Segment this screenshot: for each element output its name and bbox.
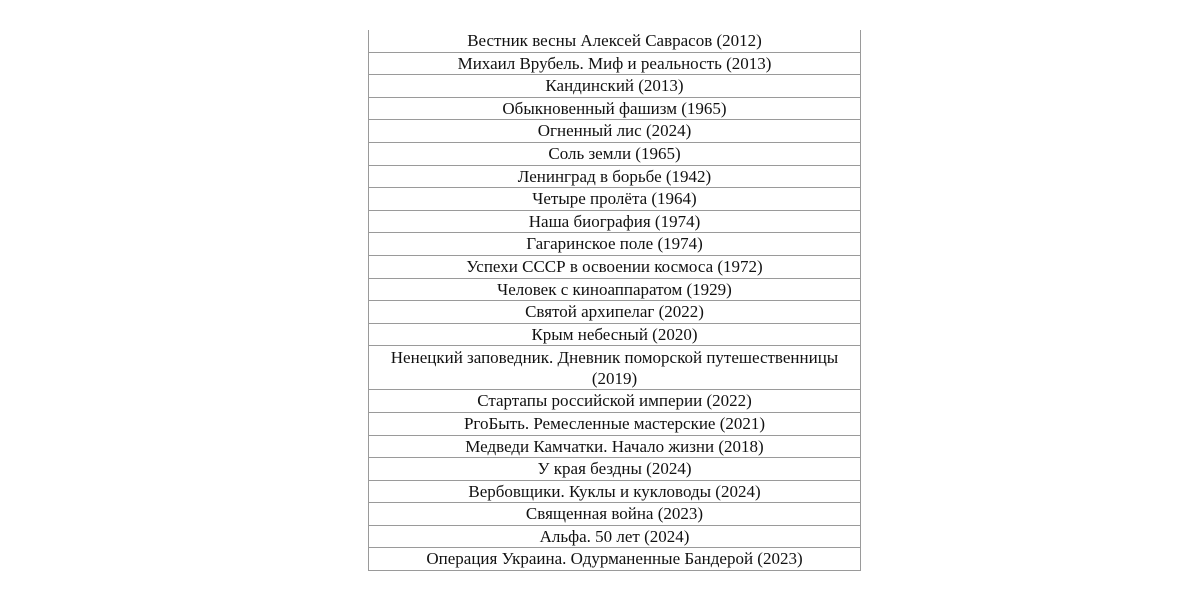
table-cell: Четыре пролёта (1964) — [369, 188, 861, 211]
table-row — [369, 480, 861, 503]
table-row — [369, 278, 861, 301]
table-cell: Гагаринское поле (1974) — [369, 233, 861, 256]
film-list-table — [368, 30, 861, 571]
table-row — [369, 525, 861, 548]
table-cell: Альфа. 50 лет (2024) — [369, 525, 861, 548]
table-cell: Наша биография (1974) — [369, 210, 861, 233]
table-row — [369, 120, 861, 143]
table-cell: Стартапы российской империи (2022) — [369, 390, 861, 413]
table-cell: Операция Украина. Одурманенные Бандерой (2023) — [369, 548, 861, 571]
table-row — [369, 97, 861, 120]
table-row — [369, 458, 861, 481]
table-row — [369, 188, 861, 211]
table-cell: У края бездны (2024) — [369, 458, 861, 481]
table-cell: Вестник весны Алексей Саврасов (2012) — [369, 30, 861, 52]
table-row — [369, 165, 861, 188]
table-row — [369, 435, 861, 458]
table-row — [369, 346, 861, 390]
table-cell: Ненецкий заповедник. Дневник поморской путешественницы (2019) — [369, 346, 861, 390]
table-cell: Медведи Камчатки. Начало жизни (2018) — [369, 435, 861, 458]
table-row — [369, 233, 861, 256]
table-cell: Успехи СССР в освоении космоса (1972) — [369, 255, 861, 278]
table-cell: PгоБыть. Ремесленные мастерские (2021) — [369, 412, 861, 435]
table-cell: Михаил Врубель. Миф и реальность (2013) — [369, 52, 861, 75]
table-row — [369, 548, 861, 571]
table-row — [369, 52, 861, 75]
table-cell: Огненный лис (2024) — [369, 120, 861, 143]
table-row — [369, 30, 861, 52]
table-cell: Вербовщики. Куклы и кукловоды (2024) — [369, 480, 861, 503]
table-row — [369, 301, 861, 324]
table-cell: Ленинград в борьбе (1942) — [369, 165, 861, 188]
table-row — [369, 142, 861, 165]
table-cell: Кандинский (2013) — [369, 75, 861, 98]
table-cell: Соль земли (1965) — [369, 142, 861, 165]
table-row — [369, 210, 861, 233]
table-cell: Человек с киноаппаратом (1929) — [369, 278, 861, 301]
table-row — [369, 75, 861, 98]
table-row — [369, 412, 861, 435]
table-cell: Святой архипелаг (2022) — [369, 301, 861, 324]
table-row — [369, 503, 861, 526]
table-cell: Крым небесный (2020) — [369, 323, 861, 346]
table-row — [369, 323, 861, 346]
table-cell: Обыкновенный фашизм (1965) — [369, 97, 861, 120]
table-row — [369, 255, 861, 278]
table-cell: Священная война (2023) — [369, 503, 861, 526]
table-row — [369, 390, 861, 413]
